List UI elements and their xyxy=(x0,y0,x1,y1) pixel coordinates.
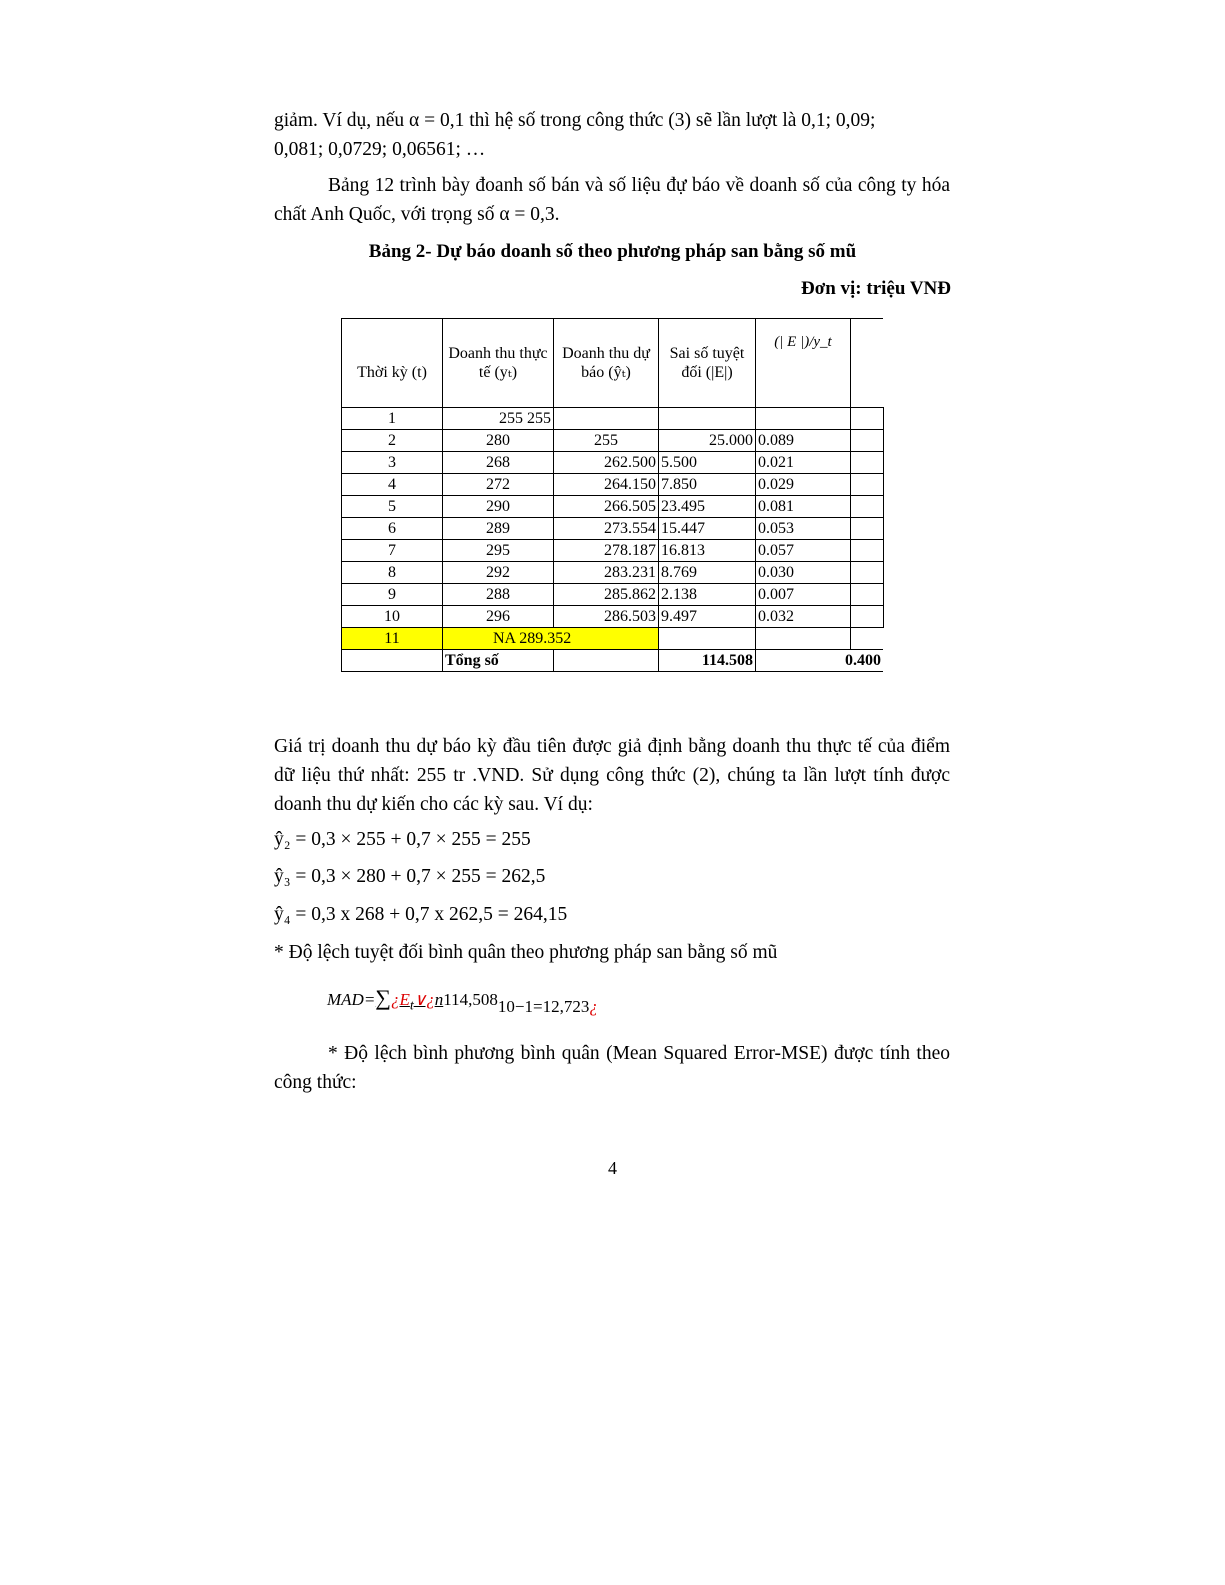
cell-period: 9 xyxy=(342,584,443,606)
table-row xyxy=(342,452,884,474)
cell-period: 2 xyxy=(342,430,443,452)
cell-actual: 268 xyxy=(443,452,554,474)
header-period: Thời kỳ (t) xyxy=(342,319,443,408)
cell-empty xyxy=(851,562,884,584)
cell-forecast: 285.862 xyxy=(554,584,659,606)
table-unit: Đơn vị: triệu VNĐ xyxy=(800,278,951,299)
cell-empty xyxy=(851,408,884,430)
mad-numerator xyxy=(375,985,444,1014)
cell-empty xyxy=(851,496,884,518)
paragraph-explanation: Giá trị doanh thu dự báo kỳ đầu tiên được giả định bằng doanh thu thực tế của điểm dữ liệu thứ nhất: 255 tr .VND. Sử dụng công thức (2), chúng ta lần lượt tính được doanh thu dự kiến cho các kỳ sau. Ví dụ: xyxy=(274,736,950,815)
paragraph-line-1: giảm. Ví dụ, nếu α = 0,1 thì hệ số trong công thức (3) sẽ lần lượt là 0,1; 0,09; xyxy=(274,110,876,131)
cell-period: 5 xyxy=(342,496,443,518)
cell-period: 8 xyxy=(342,562,443,584)
formula-y3: ŷ₃ = 0,3 × 280 + 0,7 × 255 = 262,5 xyxy=(274,866,546,887)
cell-ratio xyxy=(756,408,851,430)
cell-empty xyxy=(851,518,884,540)
mad-result: =12,723 xyxy=(532,997,590,1016)
cell-ratio: 0.007 xyxy=(756,584,851,606)
table-row xyxy=(342,518,884,540)
cell-period: 11 xyxy=(342,628,443,650)
cell-empty xyxy=(851,430,884,452)
total-error: 114.508 xyxy=(659,650,756,672)
mad-sub: t xyxy=(409,997,414,1014)
cell-empty xyxy=(851,584,884,606)
cell-period: 1 xyxy=(342,408,443,430)
cell-empty xyxy=(851,452,884,474)
cell-ratio: 0.089 xyxy=(756,430,851,452)
cell-actual: 292 xyxy=(443,562,554,584)
cell-error: 15.447 xyxy=(659,518,756,540)
cell-actual: 288 xyxy=(443,584,554,606)
cell-forecast: 278.187 xyxy=(554,540,659,562)
table-row-11 xyxy=(342,628,884,650)
cell-na-forecast: NA 289.352 xyxy=(443,628,659,650)
paragraph-table-intro: Bảng 12 trình bày đoanh số bán và số liệu đự báo về doanh số của công ty hóa chất Anh Quốc, với trọng số α = 0,3. xyxy=(274,175,950,225)
mad-n: n xyxy=(434,990,444,1009)
cell-actual: 295 xyxy=(443,540,554,562)
cell-period: 4 xyxy=(342,474,443,496)
mad-value: 114,508 xyxy=(443,990,498,1009)
table-row xyxy=(342,584,884,606)
cell-ratio: 0.057 xyxy=(756,540,851,562)
table-total-row xyxy=(342,650,884,672)
table-row xyxy=(342,496,884,518)
table-row xyxy=(342,408,884,430)
paragraph-intro xyxy=(274,106,950,164)
mad-prefix: MAD= xyxy=(327,990,376,1009)
cell-ratio: 0.032 xyxy=(756,606,851,628)
table-row xyxy=(342,606,884,628)
cell-forecast xyxy=(554,408,659,430)
mad-denominator: 10−1 xyxy=(497,997,533,1016)
cell-forecast: 255 xyxy=(554,430,659,452)
cell-actual: 289 xyxy=(443,518,554,540)
cell-empty xyxy=(342,650,443,672)
cell-forecast: 286.503 xyxy=(554,606,659,628)
header-ratio: (| E |)/y_t xyxy=(756,319,851,408)
cell-error: 25.000 xyxy=(659,430,756,452)
cell-error: 16.813 xyxy=(659,540,756,562)
cell-ratio: 0.081 xyxy=(756,496,851,518)
cell-forecast: 283.231 xyxy=(554,562,659,584)
mad-marker: ¿E xyxy=(390,990,410,1009)
table-title: Bảng 2- Dự báo doanh số theo phương pháp san bằng số mũ xyxy=(368,241,857,262)
cell-error: 8.769 xyxy=(659,562,756,584)
header-actual: Doanh thu thực tế (yₜ) xyxy=(443,319,554,408)
sum-symbol: ∑ xyxy=(375,985,391,1010)
cell-error: 5.500 xyxy=(659,452,756,474)
cell-empty xyxy=(851,606,884,628)
cell-empty xyxy=(851,628,884,650)
cell-forecast: 266.505 xyxy=(554,496,659,518)
cell-period: 10 xyxy=(342,606,443,628)
cell-error: 7.850 xyxy=(659,474,756,496)
cell-period: 7 xyxy=(342,540,443,562)
total-ratio: 0.400 xyxy=(756,650,884,672)
cell-error: 23.495 xyxy=(659,496,756,518)
cell-forecast: 262.500 xyxy=(554,452,659,474)
table-row xyxy=(342,474,884,496)
page-number: 4 xyxy=(608,1158,617,1178)
cell-actual: 296 xyxy=(443,606,554,628)
cell-period: 6 xyxy=(342,518,443,540)
table-header-row xyxy=(342,319,884,408)
mad-marker-2: ∨¿ xyxy=(413,990,435,1009)
mad-heading: * Độ lệch tuyệt đối bình quân theo phương pháp san bằng số mũ xyxy=(274,942,778,963)
cell-empty xyxy=(851,474,884,496)
cell-ratio: 0.021 xyxy=(756,452,851,474)
cell-empty xyxy=(756,628,851,650)
cell-empty xyxy=(851,540,884,562)
formula-y2: ŷ₂ = 0,3 × 255 + 0,7 × 255 = 255 xyxy=(274,829,531,850)
cell-error xyxy=(659,408,756,430)
header-forecast: Doanh thu dự báo (ŷₜ) xyxy=(554,319,659,408)
cell-ratio: 0.053 xyxy=(756,518,851,540)
cell-actual: 290 xyxy=(443,496,554,518)
header-empty xyxy=(851,319,884,408)
mad-end-marker: ¿ xyxy=(589,997,598,1016)
forecast-table xyxy=(341,318,884,672)
cell-actual: 272 xyxy=(443,474,554,496)
header-abs-error: Sai số tuyệt đối (|E|) xyxy=(659,319,756,408)
cell-actual: 255 255 xyxy=(443,408,554,430)
cell-empty xyxy=(659,628,756,650)
cell-forecast: 264.150 xyxy=(554,474,659,496)
cell-forecast: 273.554 xyxy=(554,518,659,540)
paragraph-line-2: 0,081; 0,0729; 0,06561; … xyxy=(274,139,486,160)
table-row xyxy=(342,562,884,584)
formula-y4: ŷ₄ = 0,3 x 268 + 0,7 x 262,5 = 264,15 xyxy=(274,904,568,925)
cell-ratio: 0.030 xyxy=(756,562,851,584)
table-row xyxy=(342,540,884,562)
paragraph-mse: * Độ lệch bình phương bình quân (Mean Squared Error-MSE) được tính theo công thức: xyxy=(274,1043,950,1093)
cell-empty xyxy=(554,650,659,672)
table-row xyxy=(342,430,884,452)
mad-formula xyxy=(327,985,598,1014)
cell-error: 9.497 xyxy=(659,606,756,628)
total-label: Tổng số xyxy=(443,650,554,672)
cell-period: 3 xyxy=(342,452,443,474)
cell-actual: 280 xyxy=(443,430,554,452)
cell-error: 2.138 xyxy=(659,584,756,606)
cell-ratio: 0.029 xyxy=(756,474,851,496)
